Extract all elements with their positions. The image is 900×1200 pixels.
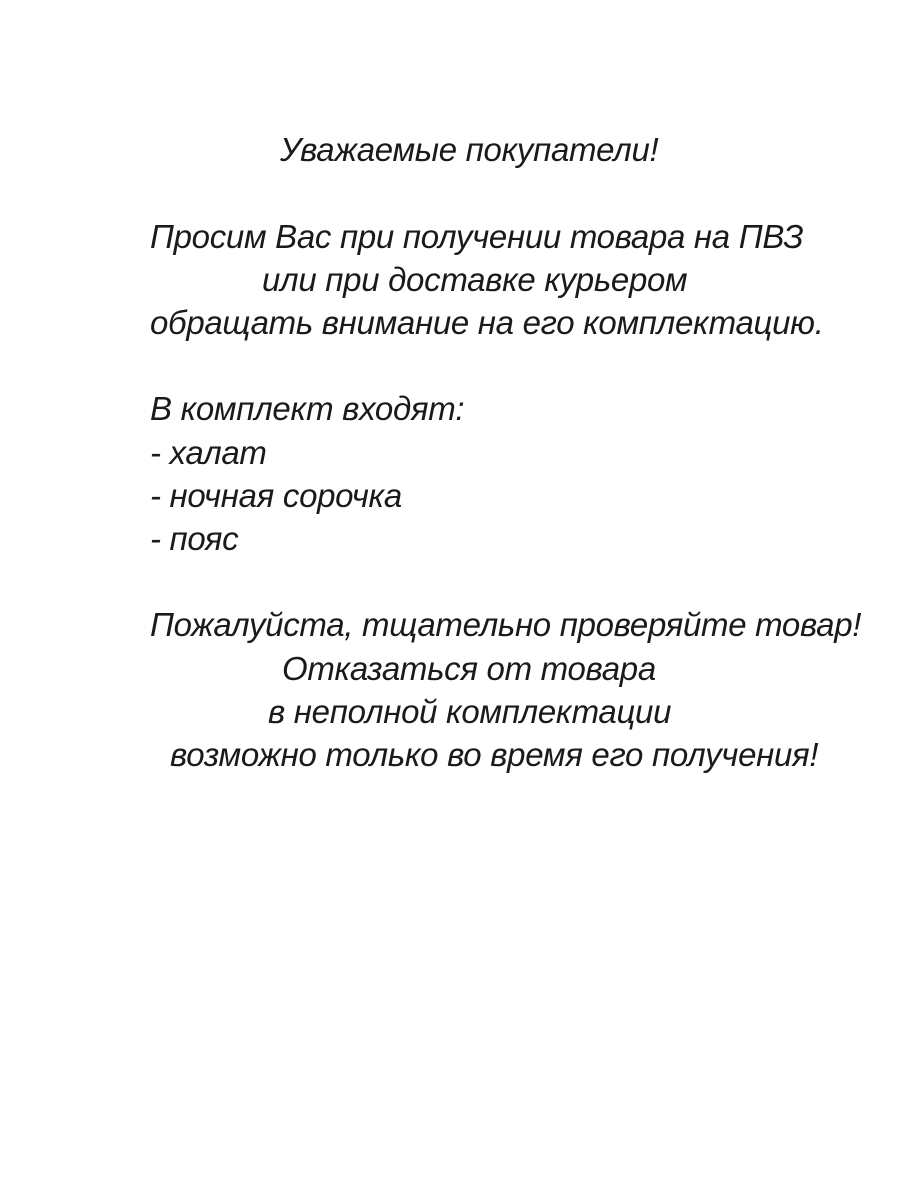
kit-heading: В комплект входят: xyxy=(150,390,465,427)
warning-line-3: в неполной комплектации xyxy=(268,693,672,730)
request-line-3: обращать внимание на его комплектацию. xyxy=(150,304,824,341)
kit-item-nightgown: - ночная сорочка xyxy=(150,477,402,514)
kit-item-belt: - пояс xyxy=(150,520,239,557)
warning-line-2: Отказаться от товара xyxy=(282,650,656,687)
warning-line-4: возможно только во время его получения! xyxy=(170,736,819,773)
request-line-1: Просим Вас при получении товара на ПВЗ xyxy=(150,218,804,255)
request-line-2: или при доставке курьером xyxy=(262,261,688,298)
greeting-heading: Уважаемые покупатели! xyxy=(280,131,659,168)
kit-item-robe: - халат xyxy=(150,434,267,471)
warning-line-1: Пожалуйста, тщательно проверяйте товар! xyxy=(150,606,862,643)
